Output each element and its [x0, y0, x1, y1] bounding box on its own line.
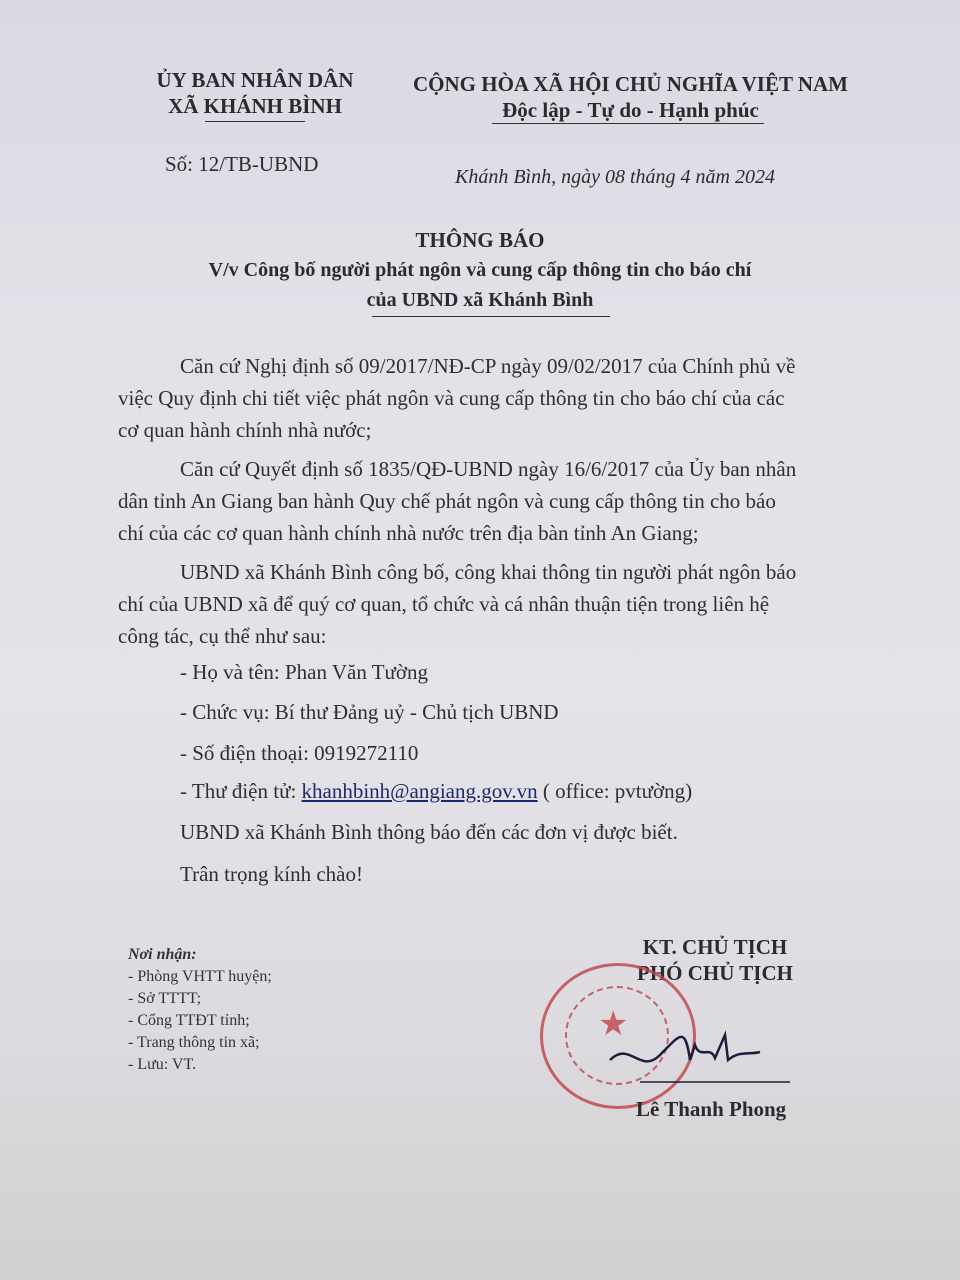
issuer-commune: XÃ KHÁNH BÌNH: [168, 94, 342, 118]
recipients-heading: Nơi nhận:: [128, 946, 197, 963]
recipient-item: - Trang thông tin xã;: [128, 1034, 260, 1051]
para1-line3: cơ quan hành chính nhà nước;: [118, 418, 372, 442]
document-number: Số: 12/TB-UBND: [165, 152, 319, 176]
signer-title: PHÓ CHỦ TỊCH: [637, 961, 793, 985]
closing-greeting: Trân trọng kính chào!: [180, 862, 363, 886]
notice-title: THÔNG BÁO: [415, 228, 545, 252]
title-rule: [372, 316, 610, 317]
recipient-item: - Sở TTTT;: [128, 990, 202, 1007]
detail-email: - Thư điện tử: khanhbinh@angiang.gov.vn ( office: pvtường): [180, 779, 693, 803]
para3-line2: chí của UBND xã để quý cơ quan, tổ chức và cá nhân thuận tiện trong liên hệ: [118, 592, 770, 616]
detail-name: - Họ và tên: Phan Văn Tường: [180, 660, 429, 684]
email-link[interactable]: khanhbinh@angiang.gov.vn: [301, 779, 538, 803]
national-motto: Độc lập - Tự do - Hạnh phúc: [502, 98, 759, 122]
para2-line3: chí của các cơ quan hành chính nhà nước trên địa bàn tỉnh An Giang;: [118, 521, 699, 545]
detail-position: - Chức vụ: Bí thư Đảng uỷ - Chủ tịch UBND: [180, 700, 559, 724]
issuer-name: ỦY BAN NHÂN DÂN: [156, 68, 354, 92]
place-date: Khánh Bình, ngày 08 tháng 4 năm 2024: [455, 166, 775, 188]
header-right-rule: [492, 123, 764, 124]
header-left-rule: [205, 121, 305, 122]
star-icon: ★: [598, 1006, 629, 1043]
recipient-item: - Phòng VHTT huyện;: [128, 968, 272, 985]
signer-name: Lê Thanh Phong: [636, 1097, 787, 1121]
para2-line1: Căn cứ Quyết định số 1835/QĐ-UBND ngày 16/6/2017 của Ủy ban nhân: [180, 457, 797, 481]
para3-line3: công tác, cụ thể như sau:: [118, 624, 327, 648]
notice-subject-line2: của UBND xã Khánh Bình: [366, 289, 594, 311]
recipient-item: - Cổng TTĐT tỉnh;: [128, 1012, 250, 1029]
para2-line2: dân tỉnh An Giang ban hành Quy chế phát ngôn và cung cấp thông tin cho báo: [118, 489, 776, 513]
detail-phone: - Số điện thoại: 0919272110: [180, 741, 419, 765]
handwritten-signature: [600, 1000, 790, 1090]
para3-line1: UBND xã Khánh Bình công bố, công khai thông tin người phát ngôn báo: [180, 560, 797, 584]
national-title: CỘNG HÒA XÃ HỘI CHỦ NGHĨA VIỆT NAM: [412, 72, 849, 96]
para1-line1: Căn cứ Nghị định số 09/2017/NĐ-CP ngày 09/02/2017 của Chính phủ về: [180, 354, 796, 378]
closing-notice: UBND xã Khánh Bình thông báo đến các đơn vị được biết.: [180, 820, 678, 844]
para1-line2: việc Quy định chi tiết việc phát ngôn và cung cấp thông tin cho báo chí của các: [118, 386, 785, 410]
notice-subject-line1: V/v Công bố người phát ngôn và cung cấp thông tin cho báo chí: [208, 259, 752, 281]
signer-capacity: KT. CHỦ TỊCH: [642, 935, 788, 959]
recipient-item: - Lưu: VT.: [128, 1056, 197, 1073]
